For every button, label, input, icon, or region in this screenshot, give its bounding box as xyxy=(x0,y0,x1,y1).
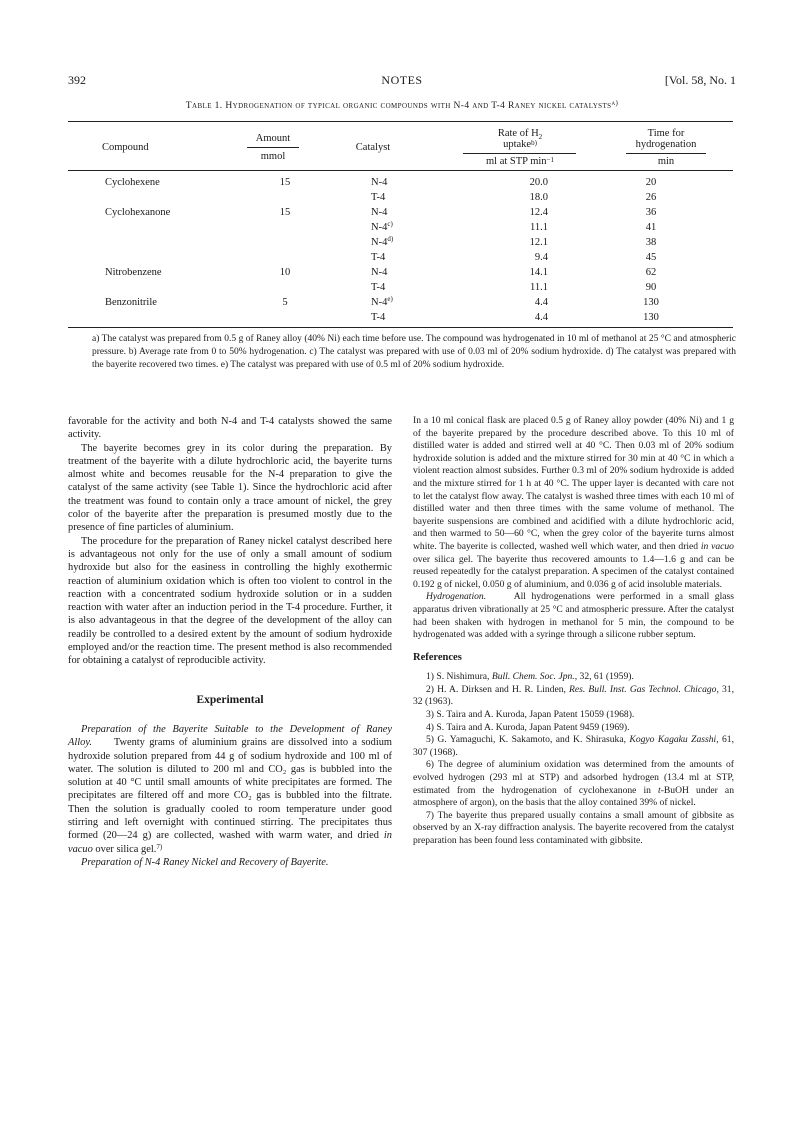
paragraph: The procedure for the preparation of Raney nickel catalyst described here is advantageous not only for the use of only a small amount of sodium hydroxide but also for the easiness in controlling the highly exothermic reaction of aluminium oxidation which is often too violent to control in the reaction with a concentrated sodium hydroxide solution or in a sudden reaction with water after an induction period in the T-4 procedure. Further, it is also advantageous in that the degree of the development of the alloy can readily be controlled to a desired extent by the amount of sodium hydroxide employed and/or the reaction time. The present method is also recommended for obtaining a catalyst of reproducible activity. xyxy=(68,535,392,667)
table-row: Nitrobenzene 10 N-4 14.1 62 xyxy=(105,267,657,278)
reference-item: 4) S. Taira and A. Kuroda, Japan Patent 9459 (1969). xyxy=(426,721,630,733)
table-row: N-4$^{c)}$ 11.1 41 xyxy=(371,220,657,233)
paragraph: The bayerite becomes grey in its color during the preparation. By treatment of the bayerite with a dilute hydrochloric acid, the bayerite turns almost white and becomes reusable for the N-4 preparation to give the catalyst of the same activity (see Table 1). Since the hydrochloric acid after the treatment was found to contain only a trace amount of nickel, the grey color of the bayerite after the preparation is presumed mostly due to the presence of fine particles of aluminium. xyxy=(68,442,392,534)
paragraph: Hydrogenation. All hydrogenations were performed in a small glass apparatus driven vibrationally at 25 °C and atmospheric pressure. After the catalyst had been shaken with hydrogen in methanol for 5 min, the compound to be hydrogenated was added with a syringe through a silicone rubber septum. xyxy=(413,591,734,641)
amount-subrule xyxy=(247,147,299,148)
paragraph: Preparation of the Bayerite Suitable to the Development of Raney Alloy. Twenty grams of aluminium grains are dissolved into a sodium hydroxide solution prepared from 44 g of sodium hydroxide and 100 ml of water. The solution is diluted to 200 ml and CO₂ gas is bubbled into the solution at 40 °C until small amounts of white precipitates are formed. The precipitates are filtered off and more CO₂ gas is bubbled into the filtrate. Then the solution is gradually cooled to room temperature under good stirring and left overnight with continued stirring. The precipitates thus formed (20—24 g) are collected, washed with warm water, and dried in vacuo over silica gel.$^{7)}$ xyxy=(68,723,392,855)
col-header-rate-line2: uptake$^{b)}$ xyxy=(503,139,537,150)
table-bottom-rule xyxy=(68,327,733,328)
table-row: N-4$^{d)}$ 12.1 38 xyxy=(371,235,657,248)
table-top-rule xyxy=(68,121,733,122)
table-row: Cyclohexene 15 N-4 20.0 20 xyxy=(105,177,657,188)
col-header-compound: Compound xyxy=(102,142,149,153)
table-caption: Table 1. Hydrogenation of typical organic compounds with N-4 and T-4 Raney nickel catalysts$^{a)}$ xyxy=(185,99,619,111)
table-header-rule xyxy=(68,170,733,171)
rate-subrule xyxy=(463,153,576,154)
table-row: Cyclohexanone 15 N-4 12.4 36 xyxy=(105,207,657,218)
col-header-time-unit: min xyxy=(657,156,675,167)
table-row: Benzonitrile 5 N-4$^{e)}$ 4.4 130 xyxy=(105,295,659,308)
references-heading: References xyxy=(413,651,462,663)
col-header-catalyst: Catalyst xyxy=(355,142,391,153)
col-header-amount-unit: mmol xyxy=(260,151,286,162)
right-column xyxy=(413,415,734,848)
reference-item: 7) The bayerite thus prepared usually contains a small amount of gibbsite as observed by an X-ray diffraction analysis. The bayerite recovered from the catalyst preparation has been found less contaminated with gibbsite. xyxy=(413,809,734,846)
experimental-heading: Experimental xyxy=(196,693,264,706)
table-row: T-4 18.0 26 xyxy=(371,192,657,203)
section-subheading: Preparation of N-4 Raney Nickel and Recovery of Bayerite. xyxy=(81,856,329,868)
table-footnotes: a) The catalyst was prepared from 0.5 g of Raney alloy (40% Ni) each time before use. The compound was hydrogenated in 10 ml of methanol at 25 °C and atmospheric pressure. b) Average rate from 0 to 50% hydrogenation. c) The catalyst was prepared with use of 0.03 ml of 20% sodium hydroxide. d) The catalyst was prepared with the bayerite recovered two times. e) The catalyst was prepared with use of 0.5 ml of 20% sodium hydroxide. xyxy=(92,334,736,370)
col-header-rate: Rate of $H_2$ xyxy=(497,128,543,142)
volume-info: [Vol. 58, No. 1 xyxy=(664,73,736,87)
time-subrule xyxy=(626,153,706,154)
reference-item: 5) G. Yamaguchi, K. Sakamoto, and K. Shirasuka, Kogyo Kagaku Zasshi, 61, 307 (1968). xyxy=(413,734,735,758)
running-header xyxy=(68,73,736,89)
col-header-time-line2: hydrogenation xyxy=(635,139,697,150)
paragraph: favorable for the activity and both N-4 and T-4 catalysts showed the same activity. xyxy=(68,416,392,441)
table-row: T-4 4.4 130 xyxy=(371,312,659,323)
table-row: T-4 11.1 90 xyxy=(371,282,657,293)
paragraph: In a 10 ml conical flask are placed 0.5 g of Raney alloy powder (40% Ni) and 1 g of the bayerite prepared by the procedure described above. To this 10 ml of distilled water is added and stirred well at 40 °C. Then 0.03 ml of 20% sodium hydroxide solution is added and the mixture stirred for 30 min at 40 °C in which a violent reaction almost subsides. Further 0.3 ml of 20% sodium hydroxide is added and the mixture stirred for 1 h at 40 °C. The upper layer is decanted with care not to let the catalyst flow away. The catalyst is washed three times with each 10 ml of distilled water and then three times with the same volume of methanol. The bayerite suspensions are combined and acidified with a dilute hydrochloric acid, and then warmed to 50—60 °C, when the grey color of the bayerite turns almost white. The bayerite is collected, washed well which water, and then dried in vacuo over silica gel. The bayerite thus recovered amounts to 1.4—1.6 g and can be reused repeatedly for the catalyst preparation. A specimen of the catalyst contained 0.192 g of nickel, 0.050 g of aluminium, and 0.036 g of acid insoluble materials. xyxy=(413,415,734,590)
section-title: NOTES xyxy=(381,73,423,87)
page-number: 392 xyxy=(68,73,86,87)
reference-item: 2) H. A. Dirksen and H. R. Linden, Res. Bull. Inst. Gas Technol. Chicago, 31, 32 (1963). xyxy=(413,683,734,708)
reference-item: 3) S. Taira and A. Kuroda, Japan Patent 15059 (1968). xyxy=(426,709,635,721)
col-header-amount: Amount xyxy=(255,133,291,144)
left-column xyxy=(68,415,392,869)
reference-item: 6) The degree of aluminium oxidation was determined from the amounts of evolved hydrogen (293 ml at STP) and adsorbed hydrogen (13.4 ml at STP, estimated from the hydrogenation of cyclohexanone in t-BuOH under an atmosphere of argon), on the basis that the alloy contained 39% of nickel. xyxy=(413,759,734,809)
col-header-time: Time for xyxy=(647,128,685,139)
reference-item: 1) S. Nishimura, Bull. Chem. Soc. Jpn., 32, 61 (1959). xyxy=(426,671,634,683)
table-row: T-4 9.4 45 xyxy=(371,252,657,263)
col-header-rate-unit: ml at STP $\min^{-1}$ xyxy=(485,156,555,167)
